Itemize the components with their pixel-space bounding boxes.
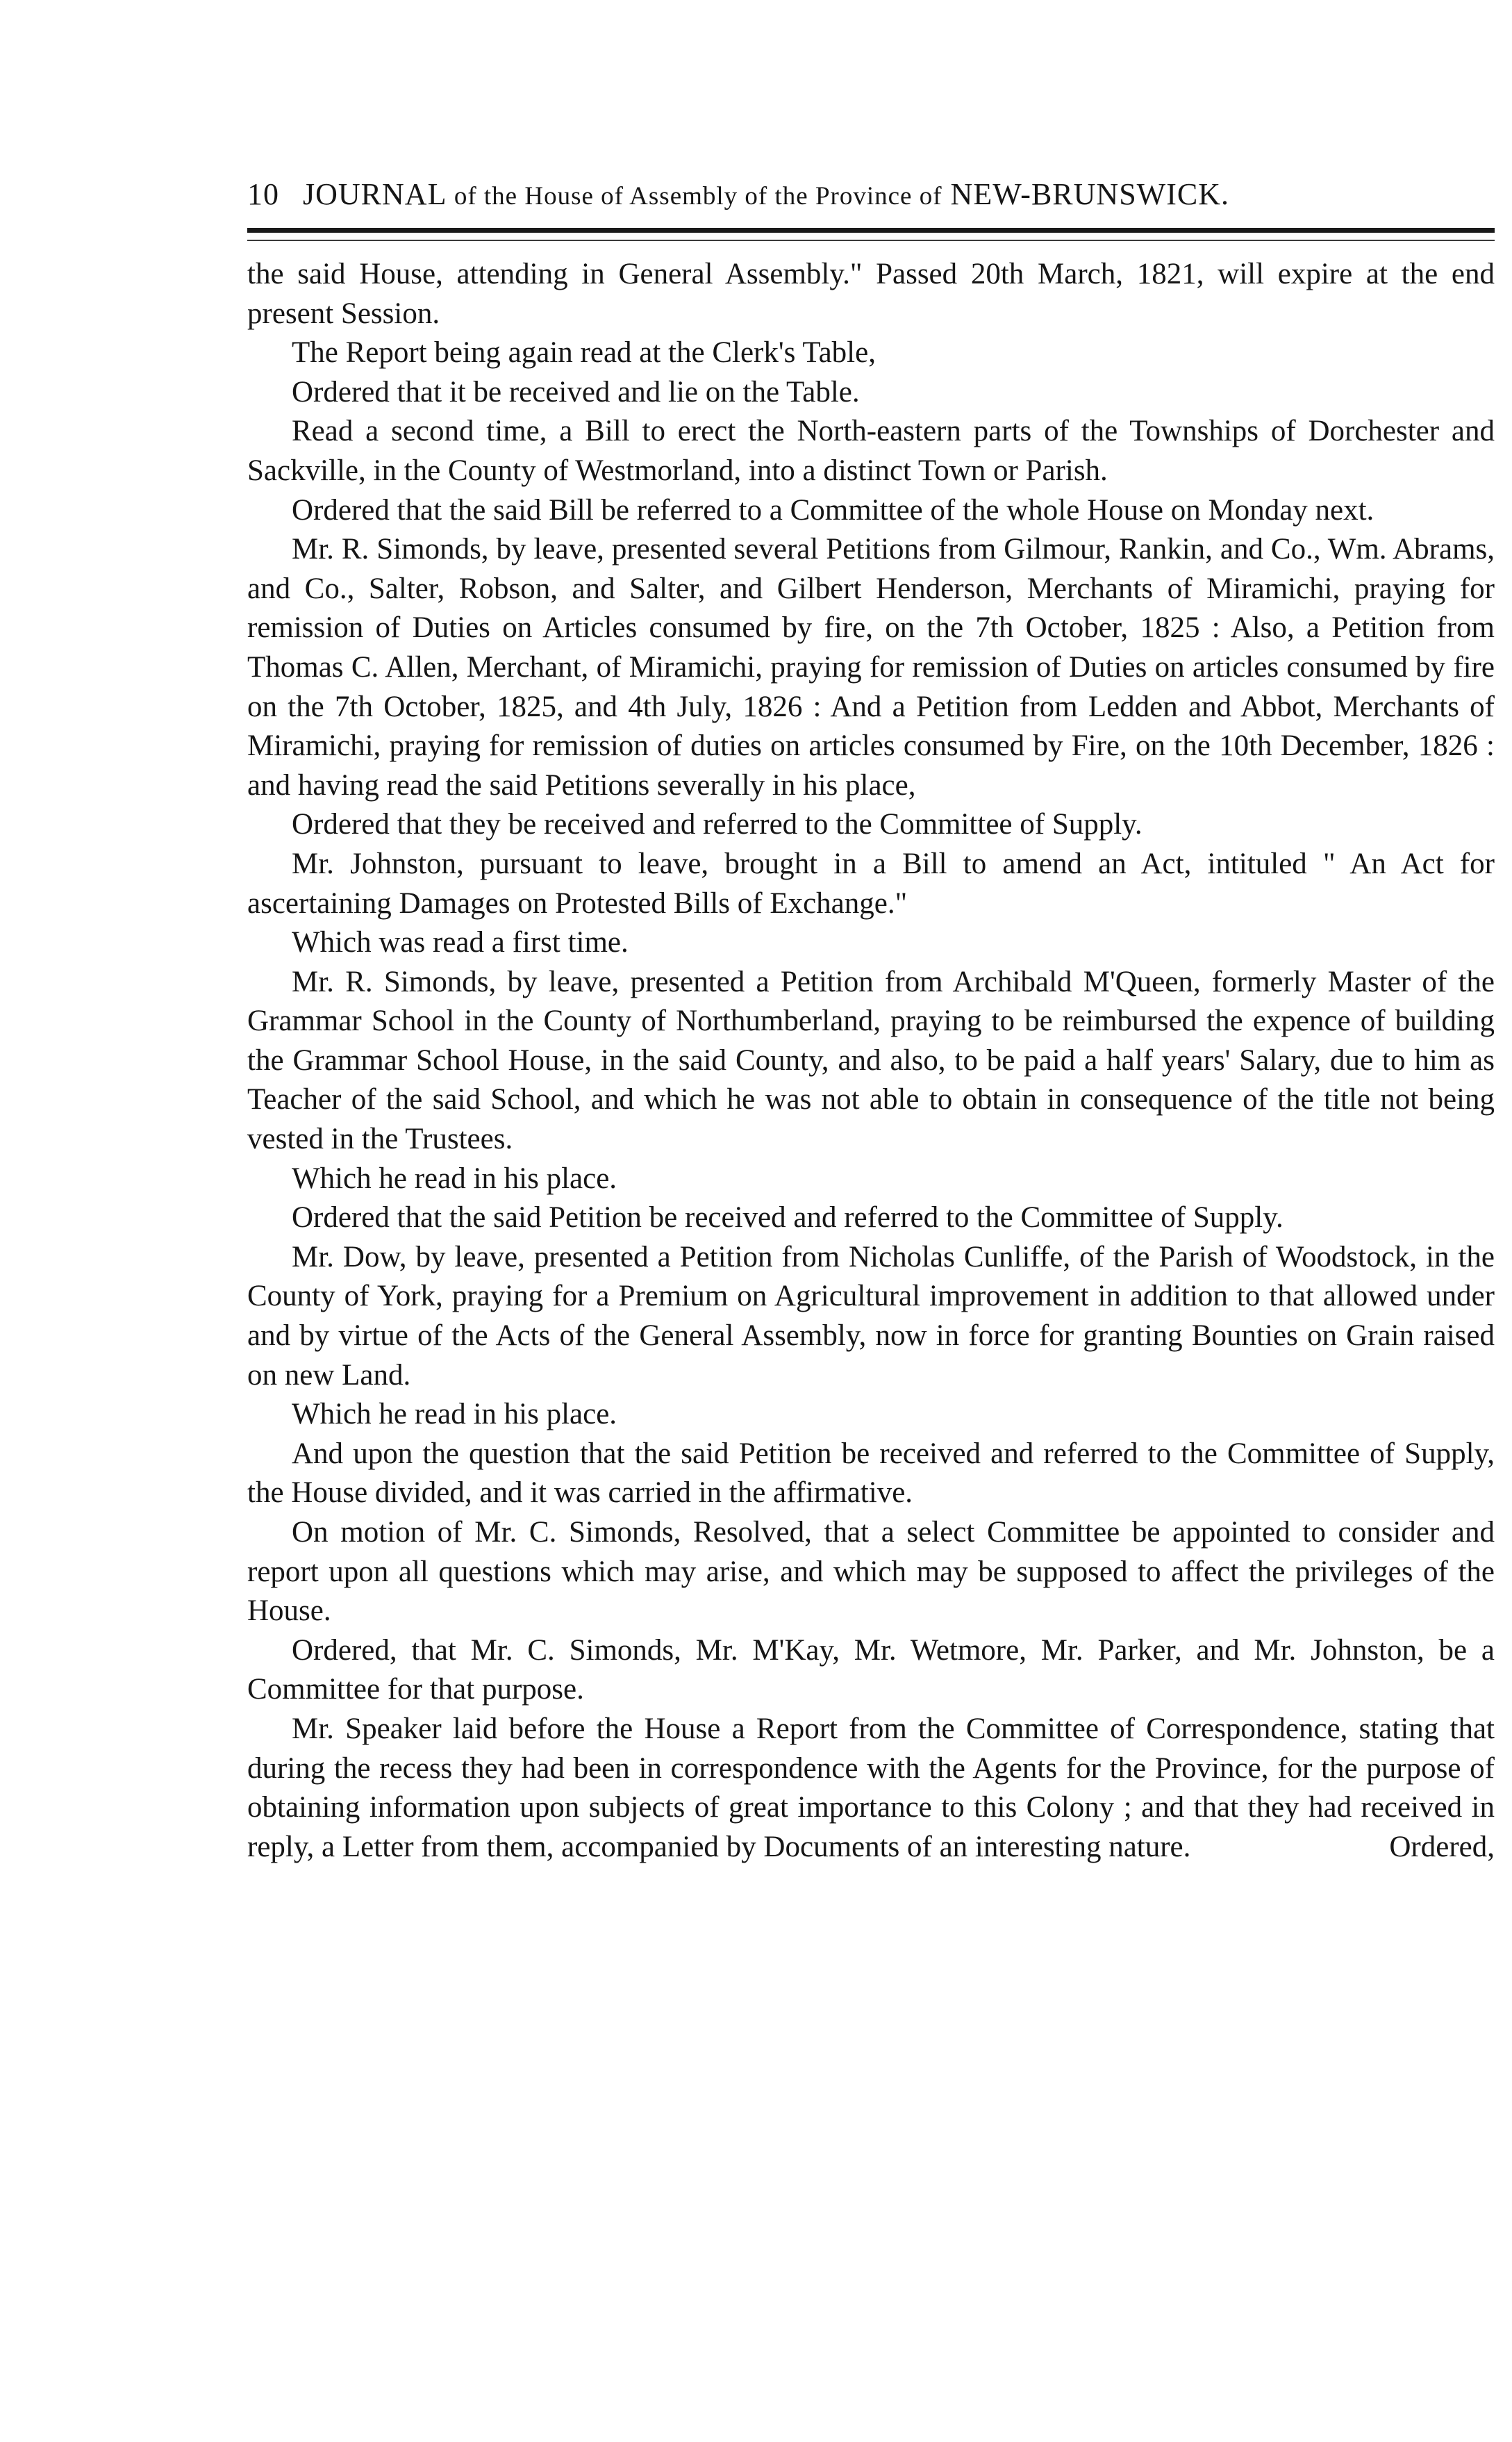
province-name: NEW-BRUNSWICK. (950, 177, 1229, 211)
paragraph: Ordered that the said Petition be received and referred to the Committee of Supply. (292, 1201, 1283, 1235)
paragraph: the said House, attending in General Assembly." Passed 20th March, 1821, will expire at the end present Session. (247, 258, 1495, 330)
running-header (247, 174, 1495, 215)
paragraph: Mr. Speaker laid before the House a Report from the Committee of Correspondence, stating that during the recess they had been in correspondence with the Agents for the Province, for the purpose of obtaining information upon subjects of great importance to this Colony ; and that they had received in reply, a Letter from them, accompanied by Documents of an interesting nature. (247, 1712, 1495, 1863)
paragraph: The Report being again read at the Clerk's Table, (292, 336, 876, 370)
journal-body (247, 255, 1495, 1867)
paragraph: Mr. Johnston, pursuant to leave, brought in a Bill to amend an Act, intituled " An Act for ascertaining Damages on Protested Bills of Exchange." (247, 847, 1495, 920)
paragraph: Mr. R. Simonds, by leave, presented several Petitions from Gilmour, Rankin, and Co., Wm. Abrams, and Co., Salter, Robson, and Salter, and Gilbert Henderson, Merchants of Miramichi, praying for remission of Duties on Articles consumed by fire, on the 7th October, 1825 : Also, a Petition from Thomas C. Allen, Merchant, of Miramichi, praying for remission of Duties on articles consumed by fire on the 7th October, 1825, and 4th July, 1826 : And a Petition from Ledden and Abbot, Merchants of Miramichi, praying for remission of duties on articles consumed by Fire, on the 10th December, 1826 : and having read the said Petitions severally in his place, (247, 533, 1495, 802)
house-of-assembly-text: of the House of Assembly of the Province of (454, 182, 942, 211)
journal-title: JOURNAL (303, 177, 446, 211)
paragraph: Ordered that they be received and referred to the Committee of Supply. (292, 808, 1143, 841)
paragraph: Which was read a first time. (292, 926, 629, 959)
paragraph: Mr. Dow, by leave, presented a Petition from Nicholas Cunliffe, of the Parish of Woodstock, in the County of York, praying for a Premium on Agricultural improvement in addition to that allowed under and by virtue of the Acts of the General Assembly, now in force for granting Bounties on Grain raised on new Land. (247, 1240, 1495, 1392)
paragraph: Which he read in his place. (292, 1398, 617, 1431)
paragraph: Mr. R. Simonds, by leave, presented a Petition from Archibald M'Queen, formerly Master of the Grammar School in the County of Northumberland, praying to be reimbursed the expence of building the Grammar School House, in the said County, and also, to be paid a half years' Salary, due to him as Teacher of the said School, and which he was not able to obtain in consequence of the title not being vested in the Trustees. (247, 965, 1495, 1156)
paragraph: Which he read in his place. (292, 1162, 617, 1195)
catchword: Ordered, (1389, 1831, 1495, 1864)
paragraph: Ordered that the said Bill be referred to a Committee of the whole House on Monday next. (292, 493, 1374, 527)
page-number: 10 (247, 177, 279, 211)
paragraph: And upon the question that the said Petition be received and referred to the Committee of Supply, the House divided, and it was carried in the affirmative. (247, 1437, 1495, 1510)
paragraph: On motion of Mr. C. Simonds, Resolved, that a select Committee be appointed to consider and report upon all questions which may arise, and which may be supposed to affect the privileges of the House. (247, 1516, 1495, 1628)
paragraph: Ordered that it be received and lie on the Table. (292, 375, 860, 409)
header-rule (247, 228, 1495, 241)
paragraph: Ordered, that Mr. C. Simonds, Mr. M'Kay, Mr. Wetmore, Mr. Parker, and Mr. Johnston, be a Committee for that purpose. (247, 1633, 1495, 1706)
journal-page (247, 174, 1495, 1867)
paragraph: Read a second time, a Bill to erect the North-eastern parts of the Townships of Dorchester and Sackville, in the County of Westmorland, into a distinct Town or Parish. (247, 415, 1495, 487)
